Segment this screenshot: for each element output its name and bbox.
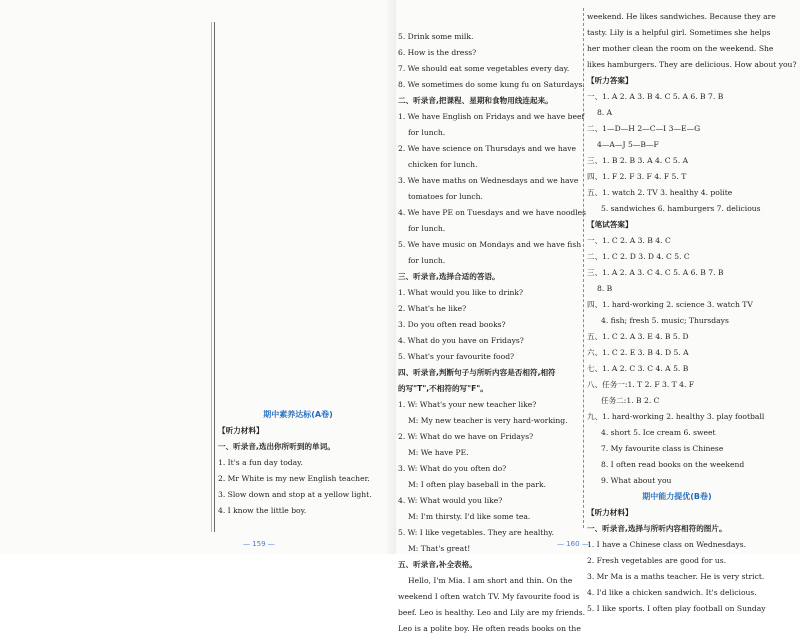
text-line: 五、1. watch 2. TV 3. healthy 4. polite xyxy=(587,188,733,197)
text-line: 8. We sometimes do some kung fu on Saturdays. xyxy=(398,80,585,89)
text-line: 4. What do you have on Fridays? xyxy=(398,336,524,345)
text-line: 5. We have music on Mondays and we have fish xyxy=(398,240,582,249)
text-line: 4. fish; fresh 5. music; Thursdays xyxy=(601,316,729,325)
text-line: 4. short 5. Ice cream 6. sweet xyxy=(601,428,716,437)
text-line: 5. W: I like vegetables. They are healthy. xyxy=(398,528,554,537)
text-line: 8. B xyxy=(597,284,613,293)
text-line: her mother clean the room on the weekend. She xyxy=(587,44,774,53)
text-line: M: My new teacher is very hard-working. xyxy=(408,416,568,425)
column-2 xyxy=(398,29,587,637)
text-line: 五、1. C 2. A 3. E 4. B 5. D xyxy=(587,332,689,341)
left-margin-rule xyxy=(214,22,215,532)
text-line: tasty. Lily is a helpful girl. Sometimes she helps xyxy=(587,28,771,37)
text-line: 2. Fresh vegetables are good for us. xyxy=(587,556,727,565)
text-line: 八、任务一:1. T 2. F 3. T 4. F xyxy=(587,380,695,389)
text-line: 3. W: What do you often do? xyxy=(398,464,507,473)
section-tag: 【听力材料】 xyxy=(218,426,264,435)
text-line: 6. How is the dress? xyxy=(398,48,477,57)
text-line: 8. A xyxy=(597,108,613,117)
text-line: 2. What's he like? xyxy=(398,304,467,313)
text-line: for lunch. xyxy=(408,128,446,137)
text-line: M: I'm thirsty. I'd like some tea. xyxy=(408,512,531,521)
text-line: weekend I often watch TV. My favourite food is xyxy=(398,592,580,601)
section-heading: 一、听录音,选择与所听内容相符的图片。 xyxy=(587,524,727,533)
text-line: M: We have PE. xyxy=(408,448,469,457)
text-line: 九、1. hard-working 2. healthy 3. play football xyxy=(587,412,765,421)
text-line: 4. We have PE on Tuesdays and we have noodles xyxy=(398,208,587,217)
text-line: 1. We have English on Fridays and we have beef xyxy=(398,112,585,121)
text-line: 3. We have maths on Wednesdays and we have xyxy=(398,176,579,185)
text-line: 3. Do you often read books? xyxy=(398,320,506,329)
section-heading: 四、听录音,判断句子与所听内容是否相符,相符 xyxy=(398,368,556,377)
text-line: Hello, I'm Mia. I am short and thin. On the xyxy=(408,576,573,585)
text-line: for lunch. xyxy=(408,224,446,233)
column-1 xyxy=(218,407,378,519)
page-number-right: — 160 — xyxy=(557,540,589,548)
text-line: 4. I know the little boy. xyxy=(218,506,307,515)
text-line: M: I often play baseball in the park. xyxy=(408,480,546,489)
page-number-left: — 159 — xyxy=(243,540,275,548)
text-line: 三、1. B 2. B 3. A 4. C 5. A xyxy=(587,156,689,165)
text-line: 2. Mr White is my new English teacher. xyxy=(218,474,370,483)
text-line: 1. I have a Chinese class on Wednesdays. xyxy=(587,540,747,549)
text-line: tomatoes for lunch. xyxy=(408,192,483,201)
text-line: 4. I'd like a chicken sandwich. It's delicious. xyxy=(587,588,757,597)
text-line: 5. What's your favourite food? xyxy=(398,352,515,361)
section-heading: 五、听录音,补全表格。 xyxy=(398,560,477,569)
text-line: 3. Mr Ma is a maths teacher. He is very strict. xyxy=(587,572,765,581)
section-banner: 期中素养达标(A卷) xyxy=(263,410,333,419)
text-line: 3. Slow down and stop at a yellow light. xyxy=(218,490,372,499)
text-line: weekend. He likes sandwiches. Because they are xyxy=(587,12,776,21)
text-line: 4—A—J 5—B—F xyxy=(597,140,659,149)
text-line: for lunch. xyxy=(408,256,446,265)
text-line: 二、1. C 2. D 3. D 4. C 5. C xyxy=(587,252,690,261)
book-gutter xyxy=(384,0,396,554)
text-line: 一、1. C 2. A 3. B 4. C xyxy=(587,236,671,245)
text-line: 8. I often read books on the weekend xyxy=(601,460,745,469)
text-line: 四、1. hard-working 2. science 3. watch TV xyxy=(587,300,753,309)
left-margin-rule-inner xyxy=(211,22,212,532)
text-line: 任务二:1. B 2. C xyxy=(601,396,660,405)
text-line: 一、1. A 2. A 3. B 4. C 5. A 6. B 7. B xyxy=(587,92,724,101)
text-line: 2. We have science on Thursdays and we have xyxy=(398,144,577,153)
section-tag: 【听力材料】 xyxy=(587,508,633,517)
text-line: 5. I like sports. I often play football on Sunday xyxy=(587,604,766,613)
text-line: Leo is a polite boy. He often reads books on the xyxy=(398,624,581,633)
section-tag: 【听力答案】 xyxy=(587,76,633,85)
text-line: chicken for lunch. xyxy=(408,160,478,169)
text-line: 4. W: What would you like? xyxy=(398,496,503,505)
text-line: 5. sandwiches 6. hamburgers 7. delicious xyxy=(601,204,761,213)
section-banner: 期中能力提优(B卷) xyxy=(642,492,712,501)
text-line: M: That's great! xyxy=(408,544,471,553)
text-line: 1. It's a fun day today. xyxy=(218,458,303,467)
text-line: 7. We should eat some vegetables every day. xyxy=(398,64,570,73)
text-line: 七、1. A 2. C 3. C 4. A 5. B xyxy=(587,364,689,373)
text-line: 5. Drink some milk. xyxy=(398,32,474,41)
text-line: 1. W: What's your new teacher like? xyxy=(398,400,537,409)
section-heading: 一、听录音,选出你所听到的单词。 xyxy=(218,442,335,451)
text-line: 四、1. F 2. F 3. F 4. F 5. T xyxy=(587,172,687,181)
text-line: 1. What would you like to drink? xyxy=(398,288,524,297)
text-line: 三、1. A 2. A 3. C 4. C 5. A 6. B 7. B xyxy=(587,268,724,277)
text-line: 六、1. C 2. E 3. B 4. D 5. A xyxy=(587,348,689,357)
section-heading: 三、听录音,选择合适的答语。 xyxy=(398,272,500,281)
text-line: likes hamburgers. They are delicious. How about you? xyxy=(587,60,797,69)
section-heading: 二、听录音,把课程、星期和食物用线连起来。 xyxy=(398,96,553,105)
text-line: 7. My favourite class is Chinese xyxy=(601,444,724,453)
text-line: 二、1—D—H 2—C—I 3—E—G xyxy=(587,124,701,133)
text-line: beef. Leo is healthy. Leo and Lily are my friends. xyxy=(398,608,586,617)
text-line: 9. What about you xyxy=(601,476,672,485)
text-line: 2. W: What do we have on Fridays? xyxy=(398,432,534,441)
section-tag: 【笔试答案】 xyxy=(587,220,633,229)
column-3 xyxy=(587,9,797,617)
section-heading: 的写"T",不相符的写"F"。 xyxy=(398,384,488,393)
